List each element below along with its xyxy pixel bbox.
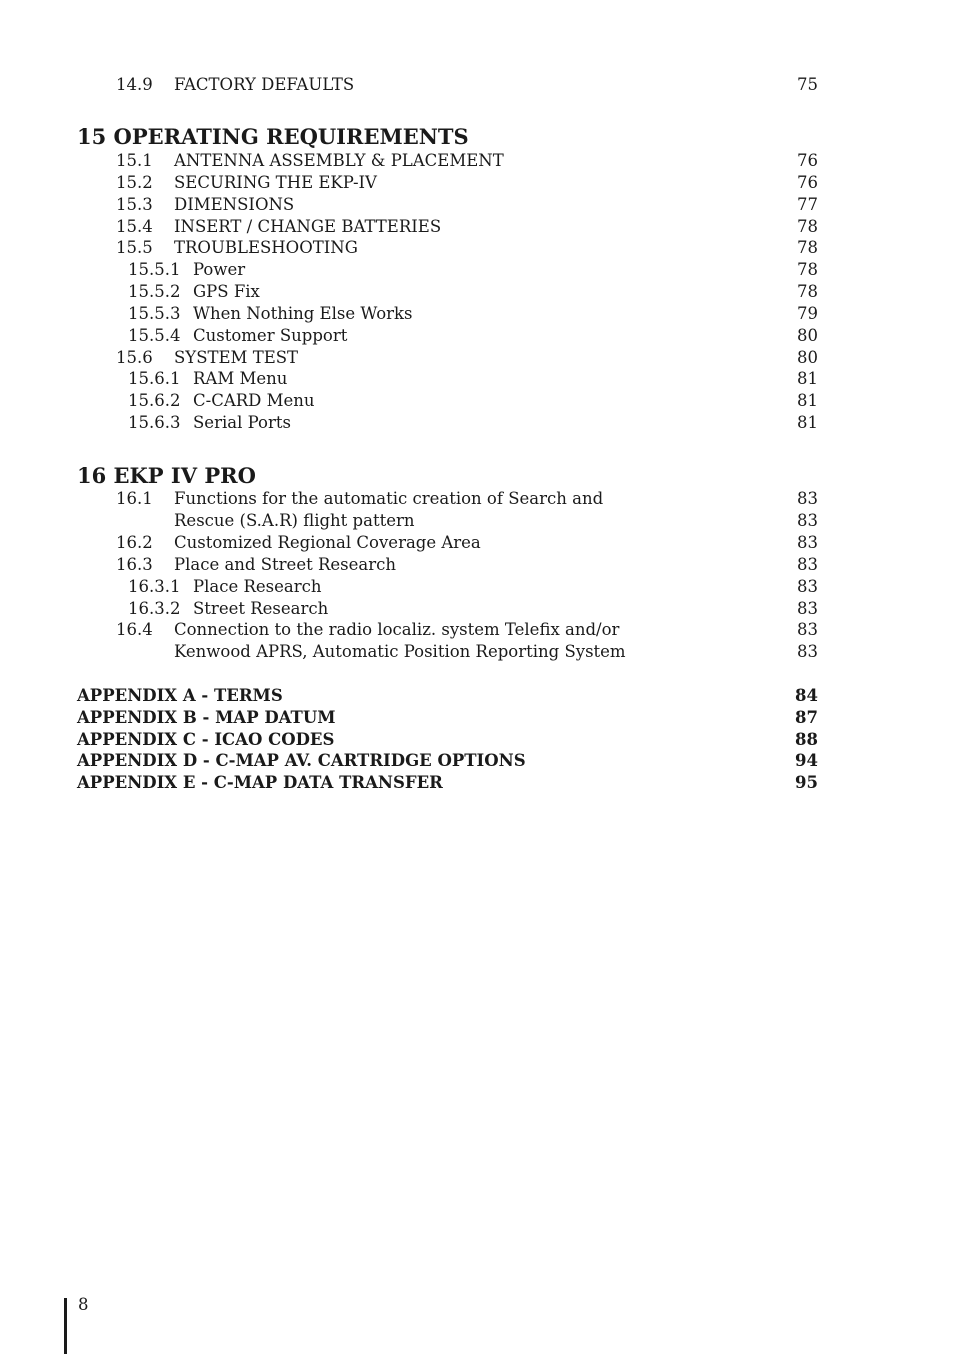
toc-entry [128,303,818,325]
toc-entry-number: 15.5.1 [128,260,181,279]
toc-entry-title: SECURING THE EKP-IV [174,173,377,192]
toc-entry-number: 15.6.1 [128,369,181,388]
toc-entry-page: 83 [797,489,818,508]
toc-entry-title: Place and Street Research [174,555,396,574]
toc-entry-title: SYSTEM TEST [174,348,299,367]
appendix-entry [77,750,818,772]
toc-entry [128,259,818,281]
appendix-title: APPENDIX B - MAP DATUM [77,708,336,727]
appendix-page: 88 [795,730,818,749]
appendix-title: APPENDIX A - TERMS [77,686,283,705]
appendix-page: 87 [795,708,818,727]
toc-entry-number: 15.5.2 [128,282,181,301]
toc-entry-page: 78 [797,217,818,236]
toc-entry-number: 16.2 [116,533,153,552]
appendix-title: APPENDIX D - C-MAP AV. CARTRIDGE OPTIONS [77,751,526,770]
appendix-title: APPENDIX E - C-MAP DATA TRANSFER [77,773,443,792]
section-heading-16: 16 EKP IV PRO [77,463,256,488]
toc-entry [116,194,818,216]
toc-entry-page: 83 [797,555,818,574]
appendix-entry [77,772,818,794]
toc-entry-page: 83 [797,620,818,639]
toc-entry-number: 15.6 [116,348,153,367]
toc-entry-title: Power [193,260,246,279]
toc-entry-title: C-CARD Menu [193,391,315,410]
appendix-entry [77,707,818,729]
toc-entry-title: RAM Menu [193,369,288,388]
toc-entry-number: 15.5 [116,238,153,257]
toc-entry-title: GPS Fix [193,282,260,301]
toc-entry-page: 78 [797,260,818,279]
toc-entry-title: Place Research [193,577,322,596]
toc-entry-number: 15.4 [116,217,153,236]
toc-entry-page: 80 [797,326,818,345]
toc-entry-page: 80 [797,348,818,367]
toc-entry-page: 83 [797,533,818,552]
toc-entry-page: 78 [797,282,818,301]
toc-entry-page: 83 [797,511,818,530]
appendix-page: 84 [795,686,818,705]
toc-entry-number: 15.1 [116,151,153,170]
toc-entry-page: 81 [797,369,818,388]
toc-entry-number: 15.3 [116,195,153,214]
toc-entry [116,347,818,369]
toc-entry [128,368,818,390]
toc-entry-title: Connection to the radio localiz. system Telefix and/or [174,620,620,639]
toc-entry [128,325,818,347]
toc-entry-title: Functions for the automatic creation of Search and [174,489,604,508]
toc-entry-number: 16.4 [116,620,153,639]
toc-entry-title: Rescue (S.A.R) flight pattern [174,511,415,530]
appendix-page: 94 [795,751,818,770]
toc-entry-page: 76 [797,173,818,192]
toc-entry-number: 15.5.4 [128,326,181,345]
toc-entry [116,237,818,259]
toc-entry [116,216,818,238]
toc-entry-page: 81 [797,413,818,432]
appendix-title: APPENDIX C - ICAO CODES [77,730,335,749]
section-heading-15: 15 OPERATING REQUIREMENTS [77,124,469,149]
toc-entry-number: 16.3 [116,555,153,574]
toc-entry-page: 83 [797,599,818,618]
toc-entry-page: 79 [797,304,818,323]
page-margin-bar [64,1298,67,1354]
toc-entry [128,576,818,598]
toc-entry [116,510,818,532]
toc-entry [116,172,818,194]
toc-entry-page: 76 [797,151,818,170]
toc-entry-number: 16.3.2 [128,599,181,618]
toc-entry [116,641,818,663]
toc-entry-page: 75 [797,75,818,94]
toc-entry-number: 16.1 [116,489,153,508]
toc-entry-title: Kenwood APRS, Automatic Position Reporting System [174,642,626,661]
toc-entry-number: 15.6.2 [128,391,181,410]
toc-entry [128,412,818,434]
toc-entry-title: Customized Regional Coverage Area [174,533,481,552]
toc-entry-title: When Nothing Else Works [193,304,413,323]
appendix-page: 95 [795,773,818,792]
toc-entry-page: 81 [797,391,818,410]
toc-entry-title: TROUBLESHOOTING [174,238,358,257]
toc-entry-title: FACTORY DEFAULTS [174,75,355,94]
toc-entry [116,619,818,641]
page-number: 8 [78,1295,89,1314]
toc-entry-number: 15.5.3 [128,304,181,323]
toc-entry [128,390,818,412]
appendix-entry [77,729,818,751]
toc-entry-number: 15.2 [116,173,153,192]
toc-entry-number: 16.3.1 [128,577,181,596]
toc-entry [128,598,818,620]
toc-entry-page: 77 [797,195,818,214]
toc-entry [116,150,818,172]
toc-entry [116,74,818,96]
toc-entry [116,554,818,576]
toc-entry-title: Street Research [193,599,329,618]
toc-entry-page: 83 [797,642,818,661]
toc-entry [116,488,818,510]
toc-entry [116,532,818,554]
toc-entry-number: 14.9 [116,75,153,94]
appendix-entry [77,685,818,707]
toc-entry-title: INSERT / CHANGE BATTERIES [174,217,442,236]
toc-entry-title: Customer Support [193,326,348,345]
toc-entry-page: 78 [797,238,818,257]
toc-entry-title: ANTENNA ASSEMBLY & PLACEMENT [174,151,504,170]
toc-entry [128,281,818,303]
toc-entry-page: 83 [797,577,818,596]
toc-entry-title: Serial Ports [193,413,291,432]
toc-entry-number: 15.6.3 [128,413,181,432]
toc-entry-title: DIMENSIONS [174,195,295,214]
